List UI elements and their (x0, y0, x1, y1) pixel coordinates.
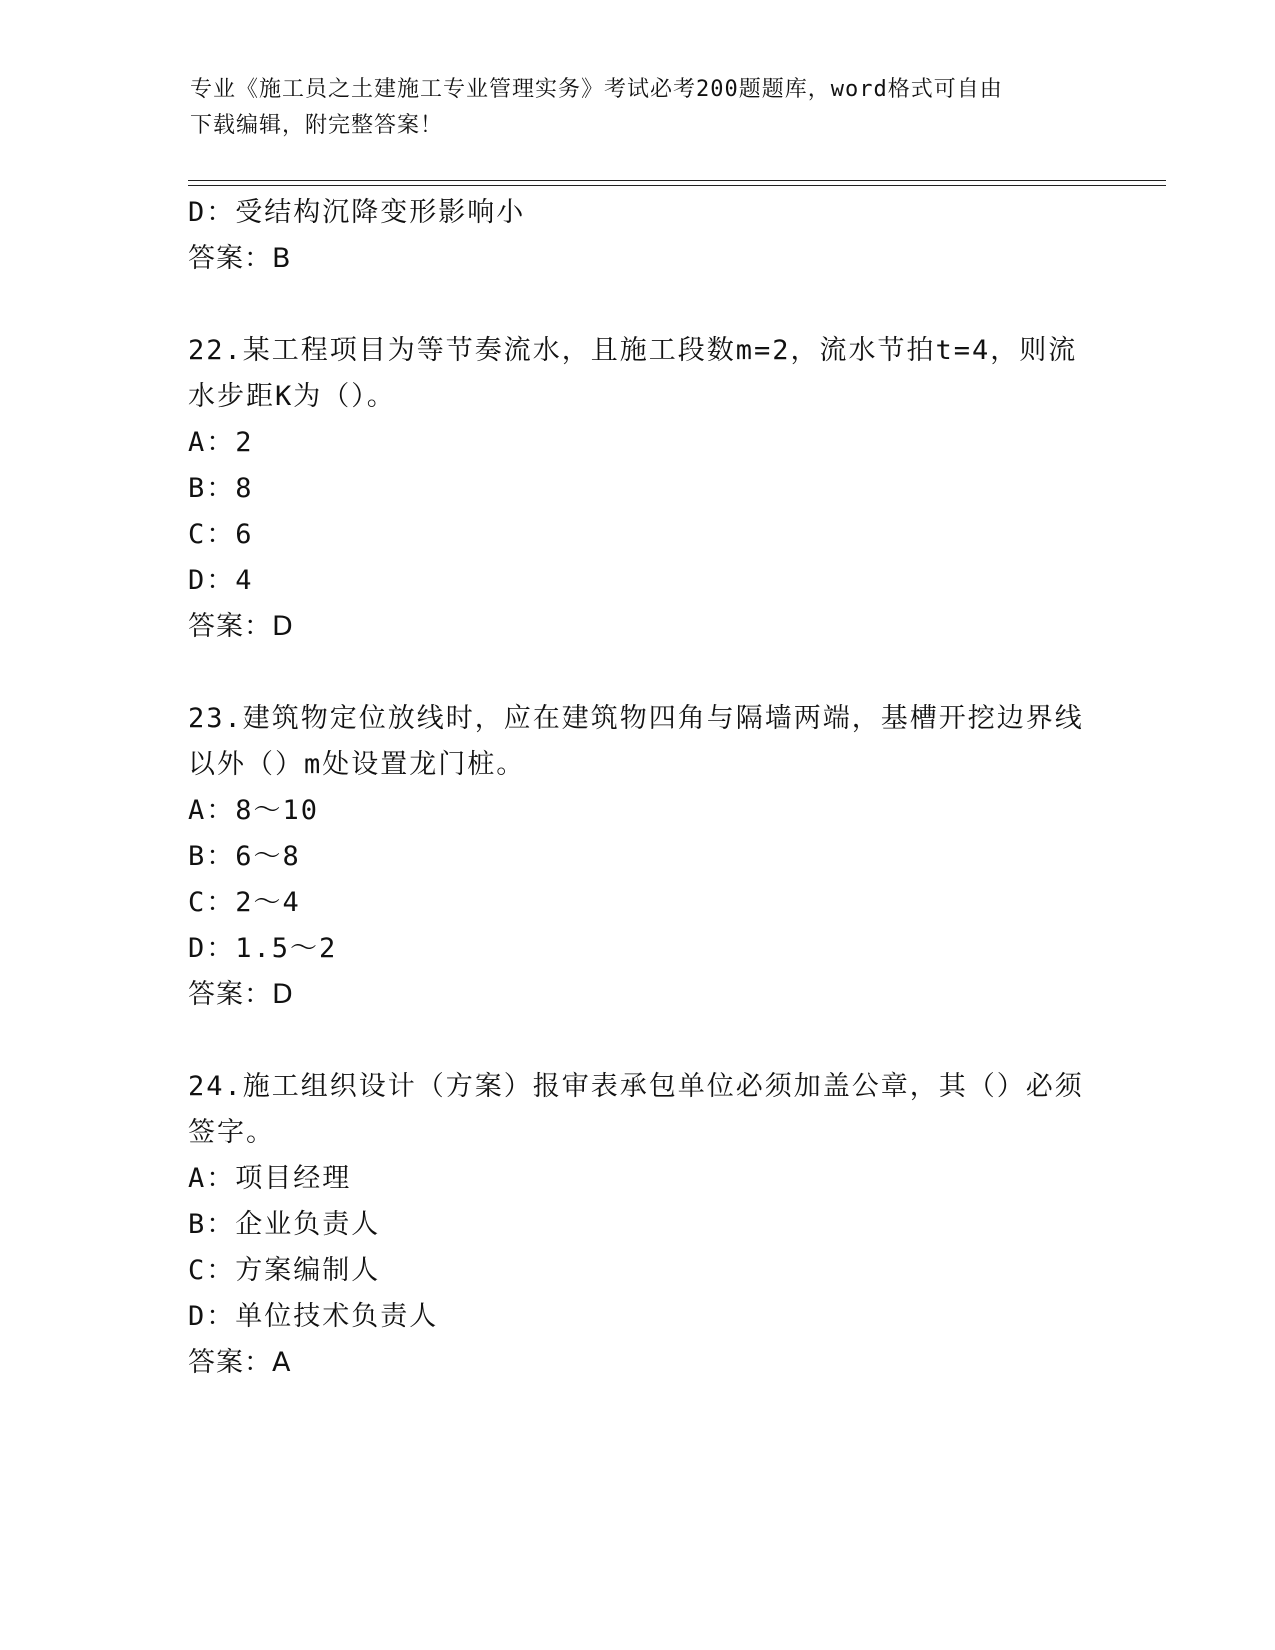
spacer (188, 1018, 1088, 1064)
option-a: A：8～10 (188, 795, 320, 826)
option-a: A：2 (188, 427, 254, 458)
header-divider-bottom (188, 185, 1166, 186)
answer-line: 答案：D (188, 979, 294, 1010)
option-b: B：企业负责人 (188, 1209, 381, 1240)
header-divider-top (188, 180, 1166, 181)
answer-line: 答案：B (188, 243, 292, 274)
header-line-2: 下载编辑，附完整答案！ (190, 113, 444, 138)
option-a: A：项目经理 (188, 1163, 352, 1194)
question-stem-line-2: 以外（）m处设置龙门桩。 (188, 749, 526, 780)
question-stem-line-1: 22.某工程项目为等节奏流水，且施工段数m=2，流水节拍t=4，则流 (188, 335, 1078, 366)
document-header (190, 72, 1090, 144)
question-stem-line-1: 24.施工组织设计（方案）报审表承包单位必须加盖公章，其（）必须 (188, 1071, 1084, 1102)
answer-line: 答案：A (188, 1347, 292, 1378)
header-line-1: 专业《施工员之土建施工专业管理实务》考试必考200题题库，word格式可自由 (190, 77, 1003, 102)
option-d: D：1.5～2 (188, 933, 338, 964)
question-stem-line-2: 水步距K为（）。 (188, 381, 396, 412)
question-stem-line-2: 签字。 (188, 1117, 275, 1148)
question-stem-line-1: 23.建筑物定位放线时，应在建筑物四角与隔墙两端，基槽开挖边界线 (188, 703, 1084, 734)
question-content (188, 190, 1088, 1386)
spacer (188, 650, 1088, 696)
option-d: D：单位技术负责人 (188, 1301, 439, 1332)
question-23 (188, 696, 1088, 1018)
option-d: D：受结构沉降变形影响小 (188, 197, 526, 228)
option-c: C：2～4 (188, 887, 301, 918)
answer-line: 答案：D (188, 611, 294, 642)
option-c: C：方案编制人 (188, 1255, 381, 1286)
option-c: C：6 (188, 519, 254, 550)
option-d: D：4 (188, 565, 254, 596)
question-22 (188, 328, 1088, 650)
spacer (188, 282, 1088, 328)
question-24 (188, 1064, 1088, 1386)
option-b: B：8 (188, 473, 254, 504)
option-b: B：6～8 (188, 841, 301, 872)
previous-question-tail (188, 190, 1088, 282)
